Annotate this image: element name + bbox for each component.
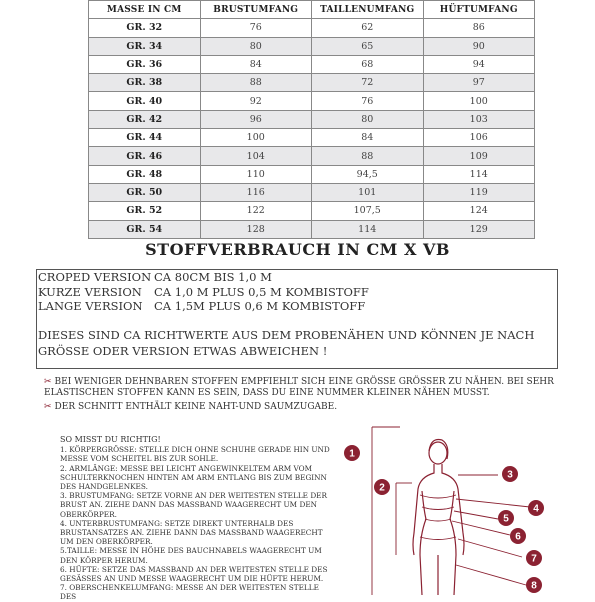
size-value-cell: 110 — [200, 165, 312, 183]
size-row — [89, 37, 535, 55]
size-value-cell: 101 — [312, 183, 424, 201]
size-value-cell: 100 — [423, 92, 535, 110]
measure-step: 3. BRUSTUMFANG: SETZE VORNE AN DER WEITESTEN STELLE DER BRUST AN. ZIEHE DANN DAS MASSBAND WAAGERECHT UM DEN OBERKÖRPER. — [60, 491, 327, 519]
measure-step: 2. ARMLÄNGE: MESSE BEI LEICHT ANGEWINKELTEM ARM VOM SCHULTERKNOCHEN HINTEN AM ARM ENTLANG BIS ZUM BEGINN DES HANDGELENKES. — [60, 463, 327, 492]
size-row — [89, 147, 535, 165]
size-value-cell: 103 — [423, 110, 535, 128]
size-value-cell: 114 — [312, 220, 424, 238]
marker-5 — [498, 510, 514, 526]
measure-step: 4. UNTERBRUSTUMFANG: SETZE DIREKT UNTERHALB DES BRUSTANSATZES AN. ZIEHE DANN DAS MASSBAND WAAGERECHT UM DEN OBERKÖRPER. — [60, 518, 323, 547]
size-table-header-row — [89, 1, 535, 19]
size-value-cell: 107,5 — [312, 202, 424, 220]
size-value-cell: 84 — [200, 55, 312, 73]
version-name: LANGE VERSION — [38, 299, 143, 313]
scissors-icon: ✂ — [44, 402, 52, 412]
svg-text:1: 1 — [349, 448, 355, 460]
hint-text: DER SCHNITT ENTHÄLT KEINE NAHT-UND SAUMZUGABE. — [54, 402, 338, 412]
header-taillenumfang: TAILLENUMFANG — [312, 1, 424, 19]
size-value-cell: 76 — [312, 92, 424, 110]
svg-text:6: 6 — [515, 531, 521, 543]
size-value-cell: 124 — [423, 202, 535, 220]
size-value-cell: 119 — [423, 183, 535, 201]
size-row — [89, 129, 535, 147]
size-value-cell: 116 — [200, 183, 312, 201]
hint-seam — [44, 402, 337, 413]
size-label-cell: GR. 34 — [89, 37, 201, 55]
size-label-cell: GR. 40 — [89, 92, 201, 110]
size-row — [89, 165, 535, 183]
size-value-cell: 128 — [200, 220, 312, 238]
size-value-cell: 62 — [312, 19, 424, 37]
measure-guide — [60, 435, 330, 602]
marker-3 — [502, 466, 518, 482]
marker-6 — [510, 528, 526, 544]
size-table-body — [89, 19, 535, 239]
body-measurement-figure — [330, 415, 595, 595]
size-row — [89, 110, 535, 128]
size-value-cell: 76 — [200, 19, 312, 37]
version-name: CROPED VERSION — [38, 270, 152, 284]
size-row — [89, 92, 535, 110]
size-value-cell: 86 — [423, 19, 535, 37]
marker-1 — [344, 445, 360, 461]
size-label-cell: GR. 52 — [89, 202, 201, 220]
body-outline — [413, 439, 464, 595]
marker-2 — [374, 479, 390, 495]
version-amount: CA 1,5M PLUS 0,6 M KOMBISTOFF — [154, 299, 366, 313]
size-value-cell: 65 — [312, 37, 424, 55]
size-value-cell: 94,5 — [312, 165, 424, 183]
svg-text:4: 4 — [533, 503, 539, 515]
size-label-cell: GR. 54 — [89, 220, 201, 238]
size-value-cell: 92 — [200, 92, 312, 110]
scissors-icon: ✂ — [44, 377, 52, 387]
size-value-cell: 97 — [423, 74, 535, 92]
version-row-croped — [38, 271, 272, 284]
measure-step: 7. OBERSCHENKELUMFANG: MESSE AN DER WEITESTEN STELLE DES — [60, 583, 319, 602]
size-value-cell: 100 — [200, 129, 312, 147]
size-label-cell: GR. 38 — [89, 74, 201, 92]
size-value-cell: 94 — [423, 55, 535, 73]
marker-8 — [526, 577, 542, 593]
size-value-cell: 106 — [423, 129, 535, 147]
size-value-cell: 68 — [312, 55, 424, 73]
size-table — [88, 0, 535, 239]
version-amount: CA 80CM BIS 1,0 M — [154, 270, 272, 284]
size-value-cell: 122 — [200, 202, 312, 220]
measure-guide-heading: SO MISST DU RICHTIG! — [60, 435, 161, 444]
measure-step: 6. HÜFTE: SETZE DAS MASSBAND AN DER WEITESTEN STELLE DES GESÄSSES AN UND MESSE WAAGERECHT UM DIE HÜFTE HERUM. — [60, 564, 328, 584]
svg-text:3: 3 — [507, 469, 513, 481]
size-value-cell: 109 — [423, 147, 535, 165]
size-row — [89, 202, 535, 220]
fabric-title: STOFFVERBRAUCH IN CM X VB — [145, 240, 450, 259]
size-value-cell: 96 — [200, 110, 312, 128]
version-row-kurz — [38, 286, 369, 299]
measure-step: 1. KÖRPERGRÖSSE: STELLE DICH OHNE SCHUHE GERADE HIN UND MESSE VOM SCHEITEL BIS ZUR SOHLE. — [60, 445, 330, 464]
size-value-cell: 104 — [200, 147, 312, 165]
measure-step: 5.TAILLE: MESSE IN HÖHE DES BAUCHNABELS WAAGERECHT UM DEN KÖRPER HERUM. — [60, 546, 322, 565]
size-label-cell: GR. 44 — [89, 129, 201, 147]
size-label-cell: GR. 42 — [89, 110, 201, 128]
size-value-cell: 72 — [312, 74, 424, 92]
size-label-cell: GR. 48 — [89, 165, 201, 183]
version-name: KURZE VERSION — [38, 285, 142, 299]
size-value-cell: 84 — [312, 129, 424, 147]
hint-text: BEI WENIGER DEHNBAREN STOFFEN EMPFIEHLT SICH EINE GRÖSSE GRÖSSER ZU NÄHEN. BEI SEHR ELASTISCHEN STOFFEN KANN ES SEIN, DASS DU EINE NUMMER KLEINER NÄHEN MUSST. — [44, 377, 554, 398]
size-row — [89, 74, 535, 92]
size-value-cell: 90 — [423, 37, 535, 55]
svg-text:5: 5 — [503, 513, 509, 525]
header-masse: MASSE IN CM — [89, 1, 201, 19]
size-value-cell: 88 — [312, 147, 424, 165]
size-label-cell: GR. 50 — [89, 183, 201, 201]
size-value-cell: 88 — [200, 74, 312, 92]
size-row — [89, 220, 535, 238]
fabric-note: DIESES SIND CA RICHTWERTE AUS DEM PROBENÄHEN UND KÖNNEN JE NACH GRÖSSE ODER VERSION ETWAS ABWEICHEN ! — [38, 328, 535, 358]
size-label-cell: GR. 46 — [89, 147, 201, 165]
size-row — [89, 55, 535, 73]
hint-stretch — [44, 377, 554, 399]
marker-4 — [528, 500, 544, 516]
size-value-cell: 80 — [200, 37, 312, 55]
header-hueftumfang: HÜFTUMFANG — [423, 1, 535, 19]
size-label-cell: GR. 36 — [89, 55, 201, 73]
size-value-cell: 80 — [312, 110, 424, 128]
size-row — [89, 19, 535, 37]
header-brustumfang: BRUSTUMFANG — [200, 1, 312, 19]
size-row — [89, 183, 535, 201]
version-amount: CA 1,0 M PLUS 0,5 M KOMBISTOFF — [154, 285, 369, 299]
size-value-cell: 129 — [423, 220, 535, 238]
svg-text:7: 7 — [531, 553, 537, 565]
svg-text:2: 2 — [379, 482, 385, 494]
size-value-cell: 114 — [423, 165, 535, 183]
marker-7 — [526, 550, 542, 566]
svg-text:8: 8 — [531, 580, 537, 592]
version-row-lang — [38, 300, 365, 313]
size-label-cell: GR. 32 — [89, 19, 201, 37]
